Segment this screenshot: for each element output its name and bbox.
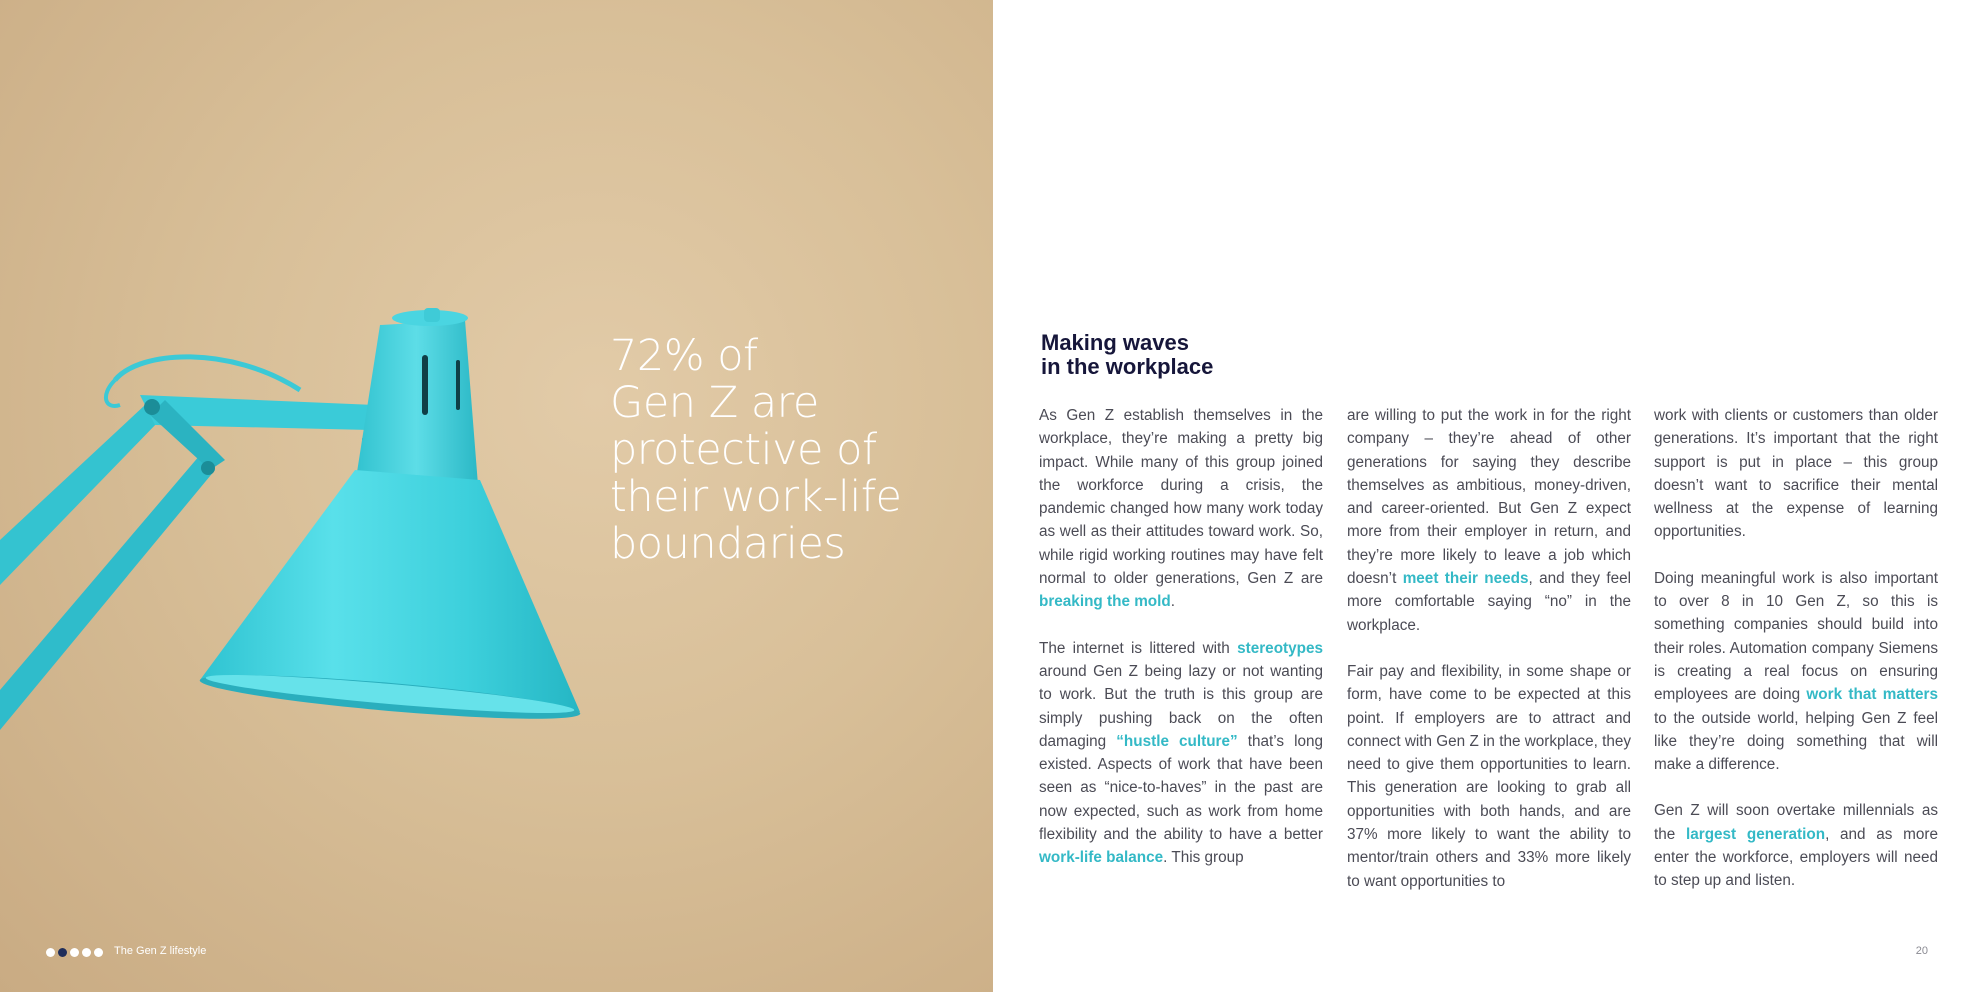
text: The internet is littered with: [1039, 639, 1238, 657]
text: Gen Z will soon overtake millennials as the: [1654, 802, 1938, 843]
paragraph: [1654, 567, 1938, 777]
link-work-that-matters[interactable]: work that matters: [1806, 686, 1939, 704]
text: Doing meaningful work is also important to over 8 in 10 Gen Z, so this is something companies should build into their roles. Automation company Siemens is creating a real focus on ensuring employees are doing: [1654, 569, 1938, 704]
section-name: The Gen Z lifestyle: [114, 945, 207, 957]
text-column-3: [1654, 404, 1938, 916]
text: to the outside world, helping Gen Z feel like they’re doing something that will make a difference.: [1654, 709, 1938, 774]
paragraph: [1039, 404, 1323, 614]
paragraph: [1347, 404, 1631, 637]
paragraph: Fair pay and flexibility, in some shape or form, have come to be expected at this point. If employers are to attract and connect with Gen Z in the workplace, they need to give them opportunities to learn. This generation are looking to grab all opportunities with both hands, and are 37% more likely to want the ability to mentor/train others and 33% more likely to want opportunities to: [1347, 662, 1631, 890]
paragraph: work with clients or customers than older generations. It’s important that the right support is put in place – this group doesn’t want to sacrifice their mental wellness at the expense of learning opportunities.: [1654, 407, 1938, 541]
pull-quote: [610, 333, 950, 568]
article-heading: [1041, 331, 1213, 379]
pagination-dot: [70, 948, 79, 957]
link-breaking-the-mold[interactable]: breaking the mold: [1039, 593, 1171, 611]
pagination-dot-active: [58, 948, 67, 957]
link-stereotypes[interactable]: stereotypes: [1237, 639, 1323, 657]
pagination-dot: [82, 948, 91, 957]
text: , and as more enter the workforce, employers will need to step up and listen.: [1654, 825, 1938, 890]
pagination-dots: [46, 948, 103, 957]
text-column-2: [1347, 404, 1631, 916]
paragraph: [1039, 637, 1323, 870]
article-heading-line: in the workplace: [1041, 354, 1214, 379]
pagination-dot: [46, 948, 55, 957]
text: are willing to put the work in for the right company – they’re ahead of other generations for saying they describe themselves as ambitious, money-driven, and career-oriented. But Gen Z expect more from their employer in return, and they’re more likely to leave a job which doesn’t: [1347, 407, 1631, 588]
article-heading-line: Making waves: [1041, 330, 1189, 355]
text: As Gen Z establish themselves in the workplace, they’re making a pretty big impact. While many of this group joined the workforce during a crisis, the pandemic changed how many work today as well as their attitudes toward work. So, while rigid working routines may have felt normal to older generations, Gen Z are: [1039, 407, 1323, 588]
link-hustle-culture[interactable]: “hustle culture”: [1116, 732, 1238, 750]
pull-quote-line: boundaries: [610, 519, 846, 569]
link-meet-their-needs[interactable]: meet their needs: [1402, 570, 1529, 588]
pagination-dot: [94, 948, 103, 957]
link-work-life-balance[interactable]: work-life balance: [1039, 849, 1164, 867]
text: .: [1170, 593, 1175, 611]
paragraph: [1654, 799, 1938, 892]
text: , and they feel more comfortable saying “no” in the workplace.: [1347, 570, 1631, 634]
pull-quote-line: Gen Z are: [610, 378, 819, 428]
text: around Gen Z being lazy or not wanting to work. But the truth is this group are simply pushing back on the often damaging: [1039, 662, 1323, 750]
page-number: 20: [1915, 945, 1928, 957]
pull-quote-line: protective of: [610, 425, 877, 475]
text: that’s long existed. Aspects of work that have been seen as “nice-to-haves” in the past are now expected, such as work from home flexibility and the ability to have a better: [1039, 732, 1323, 844]
pull-quote-line: 72% of: [610, 331, 758, 381]
text-column-1: [1039, 404, 1323, 893]
pull-quote-line: their work-life: [610, 472, 902, 522]
link-largest-generation[interactable]: largest generation: [1685, 825, 1826, 843]
text: . This group: [1163, 849, 1244, 867]
